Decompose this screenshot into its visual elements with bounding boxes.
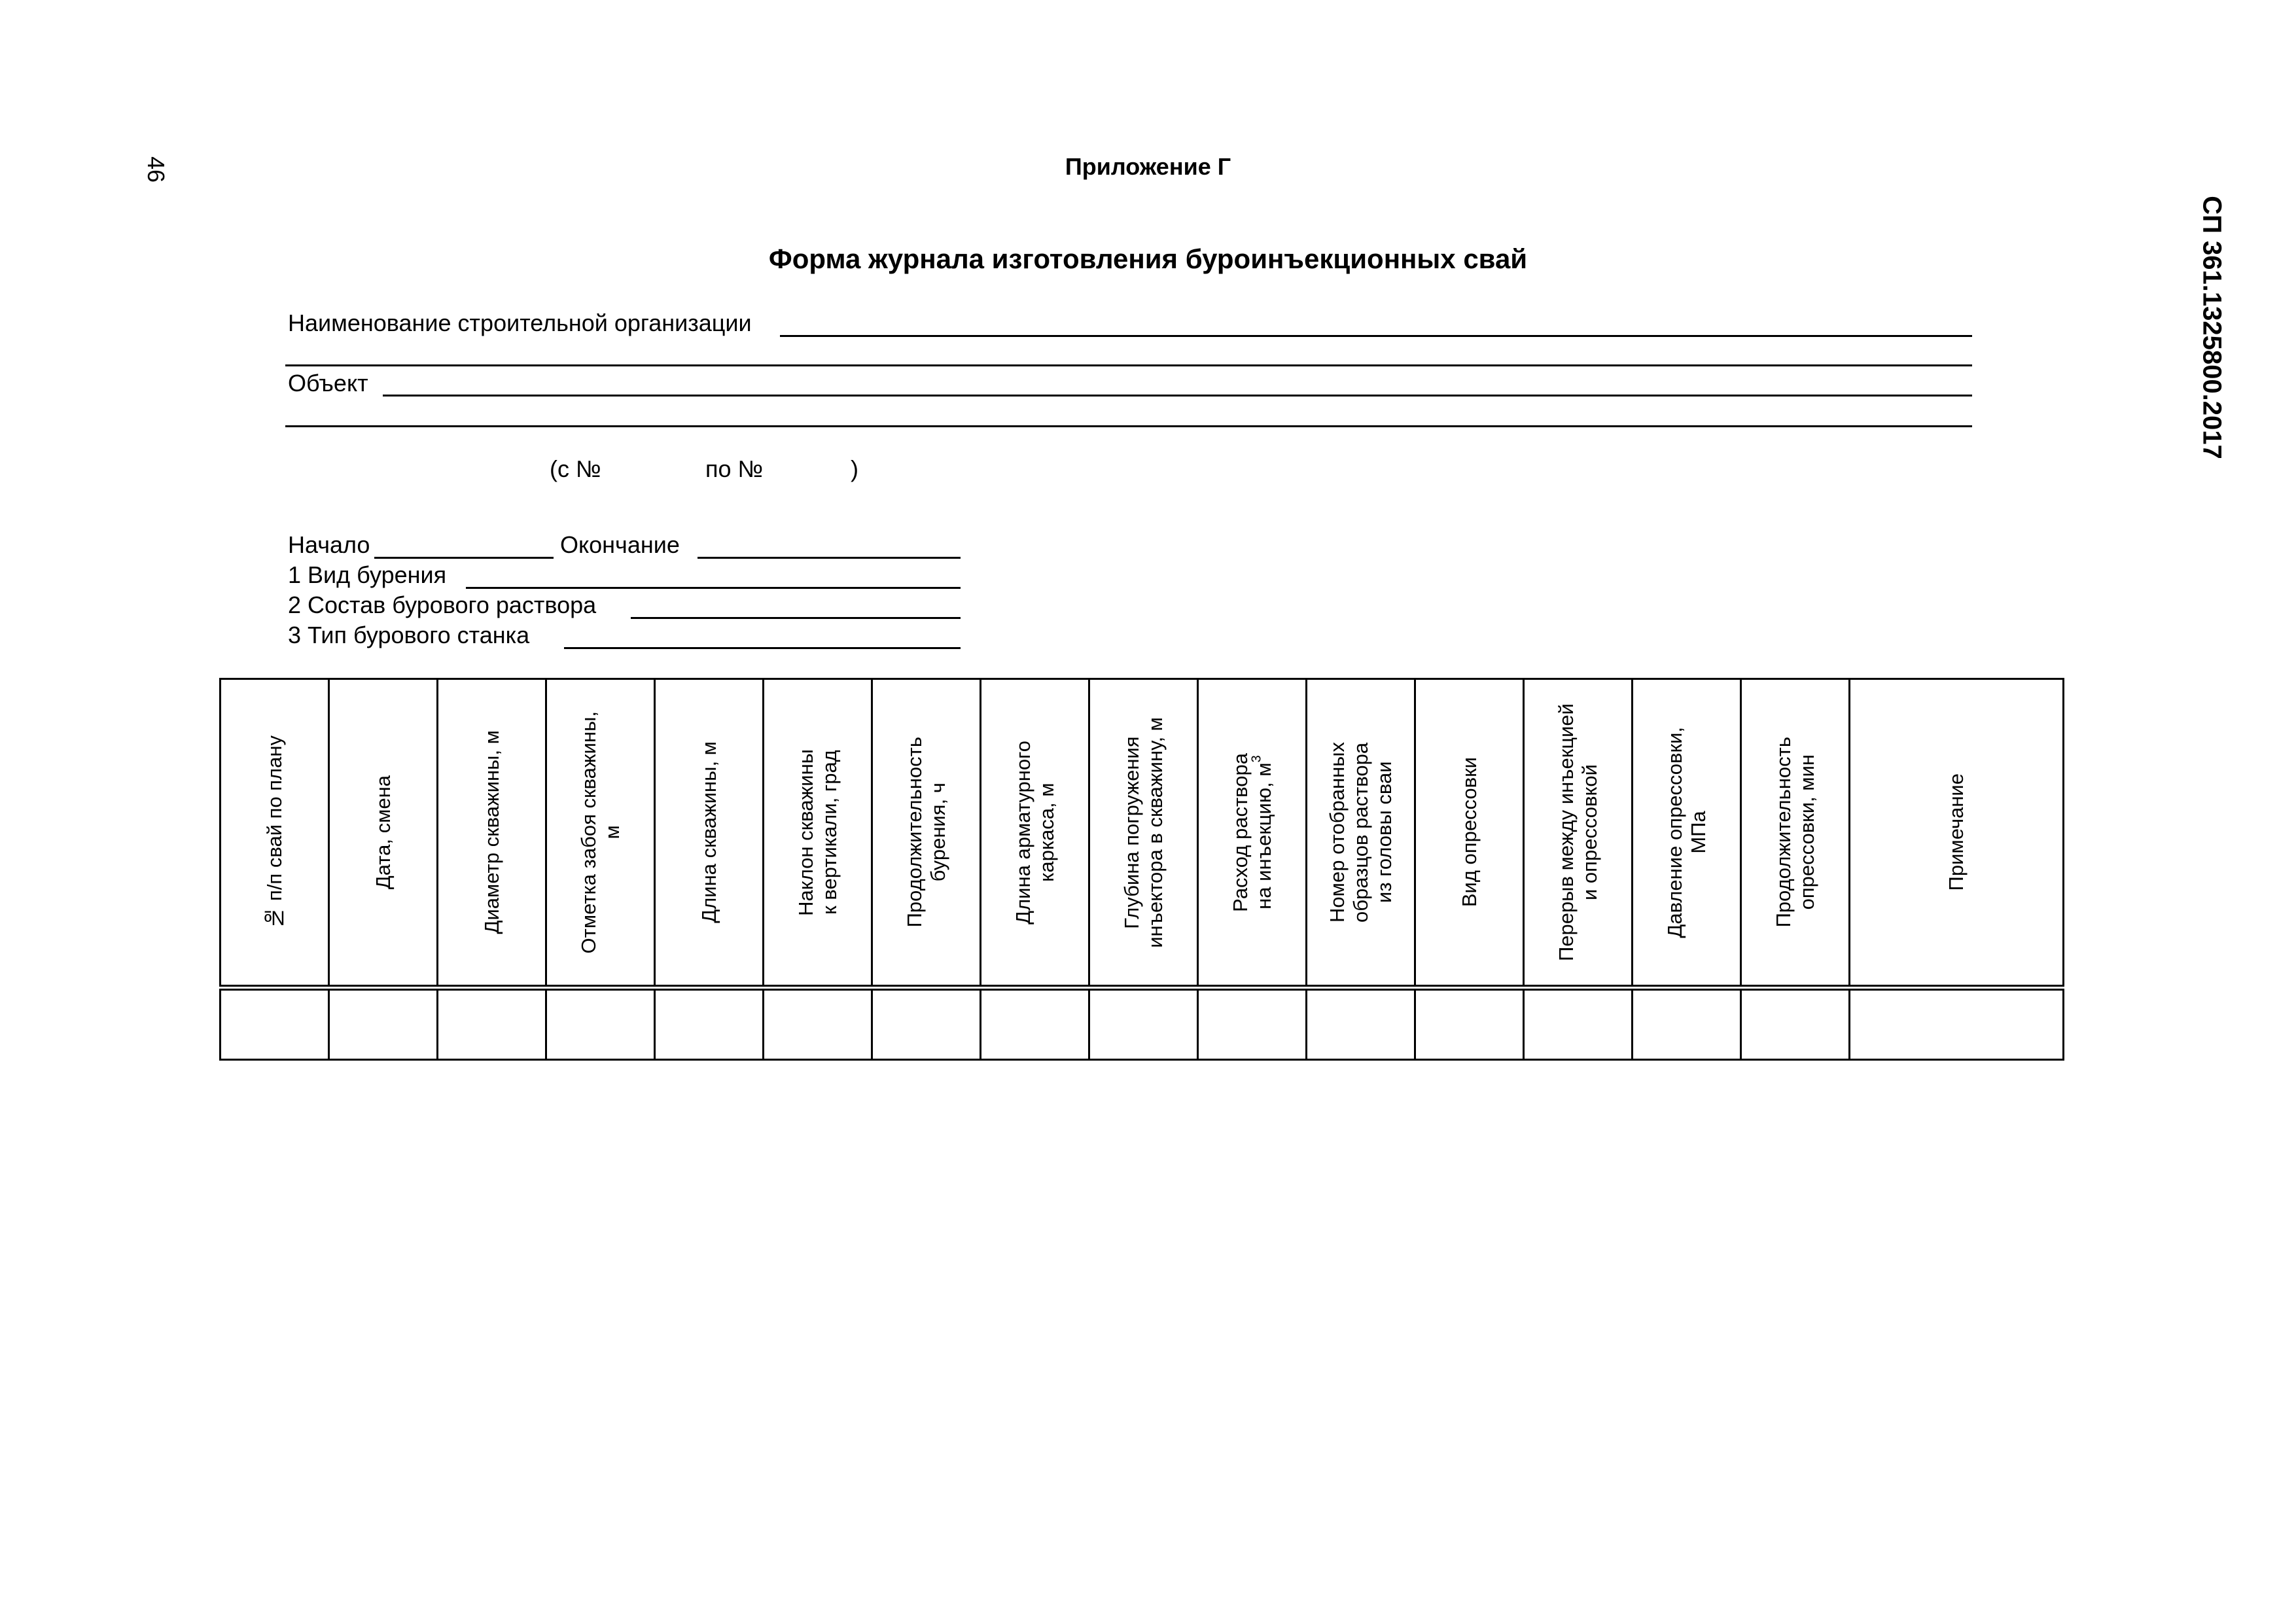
end-label: Окончание [560,531,680,558]
col-inclination: Наклон скважины к вертикали, град [764,679,872,988]
org-label: Наименование строительной организации [288,309,752,336]
col-borehole-length: Длина скважины, м [655,679,764,988]
journal-table [219,678,2064,1061]
table-cell [329,988,438,1060]
col-pressing-duration: Продолжительность опрессовки, мин [1741,679,1850,988]
col-pile-number: № п/п свай по плану [221,679,329,988]
col-drilling-duration: Продолжительность бурения, ч [872,679,981,988]
col-sample-number: Номер отобранных образцов раствора из головы сваи [1307,679,1415,988]
table-cell [1524,988,1633,1060]
page-number: 46 [143,156,170,183]
table-cell [655,988,764,1060]
table-cell [764,988,872,1060]
rig-type-field-line [564,647,961,649]
org-field-line-2 [285,364,1972,366]
table-cell [1415,988,1524,1060]
appendix-heading: Приложение Г [1065,153,1231,180]
range-close: ) [851,455,858,482]
start-field-line [374,557,554,559]
table-cell [1850,988,2064,1060]
object-field-line-2 [285,425,1972,427]
object-label: Объект [288,370,368,397]
col-grout-consumption: Расход раствора на инъекцию, $м^3$ [1198,679,1307,988]
superscript-cube: 3 [1249,755,1264,763]
table-cell [1633,988,1741,1060]
mud-composition-field-line [631,617,961,619]
table-row [221,988,2064,1060]
col-break-interval: Перерыв между инъекцией и опрессовкой [1524,679,1633,988]
col-note: Примечание [1850,679,2064,988]
range-to-label: по № [705,455,764,482]
end-field-line [698,557,961,559]
col-date-shift: Дата, смена [329,679,438,988]
mud-composition-label: 2 Состав бурового раствора [288,591,597,618]
object-field-line [383,395,1972,397]
table-cell [872,988,981,1060]
table-cell [1307,988,1415,1060]
table-cell [438,988,546,1060]
standard-code: СП 361.1325800.2017 [2197,196,2227,459]
col-pressing-type: Вид опрессовки [1415,679,1524,988]
document-title: Форма журнала изготовления буроинъекционных свай [768,243,1528,274]
col-borehole-diameter: Диаметр скважины, м [438,679,546,988]
col-bottom-elevation: Отметка забоя скважины, м [546,679,655,988]
col-cage-length: Длина арматурного каркаса, м [981,679,1089,988]
table-cell [1089,988,1198,1060]
table-cell [1741,988,1850,1060]
start-label: Начало [288,531,370,558]
range-from-label: (с № [550,455,601,482]
table-cell [981,988,1089,1060]
drilling-type-label: 1 Вид бурения [288,561,447,588]
org-field-line [780,335,1972,337]
rig-type-label: 3 Тип бурового станка [288,622,530,648]
header-row [221,679,2064,988]
drilling-type-field-line [466,587,961,589]
col-pressing-pressure: Давление опрессовки, МПа [1633,679,1741,988]
col-injector-depth: Глубина погружения инъектора в скважину, м [1089,679,1198,988]
table-cell [546,988,655,1060]
table-cell [221,988,329,1060]
table-cell [1198,988,1307,1060]
